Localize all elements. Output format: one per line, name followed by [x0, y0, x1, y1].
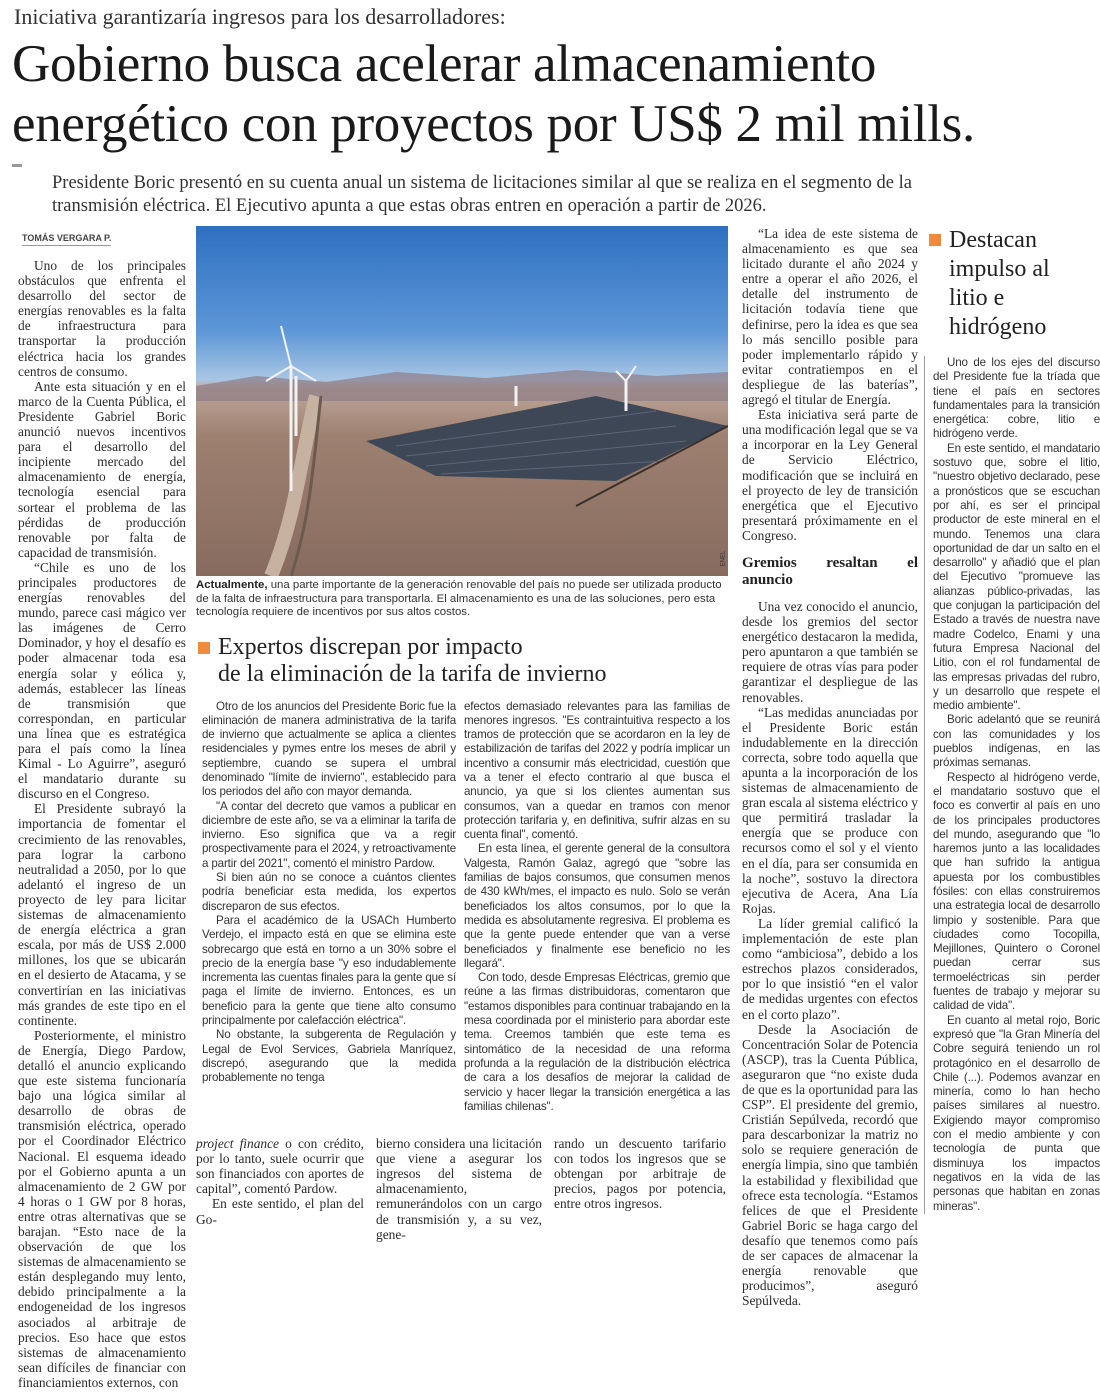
- paragraph: Boric adelantó que se reunirá con las comunidades y los pueblos indígenas, en las próximas semanas.: [933, 713, 1100, 770]
- paragraph: La líder gremial calificó la implementación de este plan como “ambiciosa”, debido a los estrechos plazos considerados, por lo que insistió “en el valor de medidas urgentes con efectos en el corto plazo”.: [742, 915, 918, 1022]
- paragraph: Uno de los principales obstáculos que enfrenta el desarrollo del sector de energías renovables es la falta de infraestructura para transportar la producción eléctrica hacia los grandes centros de consumo.: [18, 258, 186, 379]
- deck-row: [12, 162, 1088, 218]
- paragraph: “Chile es uno de los principales productores de energías renovables del mundo, parece casi mágico ver las imágenes de Cerro Dominador, y hoy el desafío es poder almacenar toda esa energía solar y eólica y, además, establecer las líneas de transmisión que correspondan, en particular una línea que es estratégica para el país como la línea Kimal - Lo Aguirre”, aseguró el mandatario durante su discurso en el Congreso.: [18, 559, 186, 802]
- article-body: [0, 218, 1100, 1400]
- paragraph: Desde la Asociación de Concentración Solar de Potencia (ASCP), tras la Cuenta Pública, aseguraron que “no existe duda de que es la oportunidad para las CSP”. El presidente del gremio, Cristián Sepúlveda, recordó que para descarbonizar la matriz no solo se requiere generación de energía limpia, sino que también la estabilidad y flexibilidad que ofrece esta tecnología. “Estamos felices de que el Presidente Gabriel Boric se haga cargo del desafío que tenemos como país de ser capaces de almacenar la energía renovable que producimos”, aseguró Sepúlveda.: [742, 1021, 918, 1309]
- sidebar-title-text: Destacan impulso al litio e hidrógeno: [949, 227, 1050, 340]
- sidebar-title: [924, 226, 1100, 342]
- caption-text: una parte importante de la generación renovable del país no puede ser utilizada producto de la falta de infraestructura para transportarla. El almacenamiento es una de las soluciones, pero esta tecnología requiere de incentivos por sus altos costos.: [196, 579, 722, 618]
- left-column: [18, 226, 186, 1390]
- photo-illustration: [196, 226, 728, 576]
- paragraph: Ante esta situación y en el marco de la Cuenta Pública, el Presidente Gabriel Boric anunció nuevos incentivos para el desarrollo del incipiente mercado del almacenamiento de energía, tecnología esencial para sortear el problema de las pérdidas de producción renovable por falta de capacidad de transmisión.: [18, 378, 186, 560]
- paragraph: Si bien aún no se conoce a cuántos clientes podría beneficiar esta medida, los expertos discreparon de sus efectos.: [202, 871, 456, 913]
- title-line: Expertos discrepan por impacto: [218, 633, 523, 660]
- middle-column: [196, 226, 730, 1242]
- paragraph: Posteriormente, el ministro de Energía, Diego Pardow, detalló el anuncio explicando que este sistema funcionaría bajo una lógica similar al desarrollo de obras de transmisión eléctrica, operado por el Coordinador Eléctrico Nacional. El esquema ideado por el Gobierno apunta a un almacenamiento de 2 GW por 4 horas o 1 GW por 8 horas, entre otras alternativas que se barajan. “Esto nace de la observación de que los sistemas de almacenamiento se están desplegando muy lento, debido principalmente a la endogeneidad de los ingresos asociados al arbitraje de precios. Eso hace que estos sistemas de almacenamiento sean difíciles de financiar con financiamientos externos, con: [18, 1027, 186, 1390]
- paragraph: "A contar del decreto que vamos a publicar en diciembre de este año, se va a eliminar la tarifa de invierno. Eso significa que va a regir prospectivamente para el 2024, y retroactivamente a partir del 2021", comentó el ministro Pardow.: [202, 799, 456, 870]
- paragraph: Esta iniciativa será parte de una modificación legal que se va a incorporar en la Ley General de Servicio Eléctrico, modificación que se incluirá en el proyecto de ley de transición energética que el Ejecutivo presentará próximamente en el Congreso.: [742, 407, 918, 543]
- orange-square-icon: [198, 642, 210, 654]
- paragraph: No obstante, la subgerenta de Regulación y Legal de Evol Services, Gabriela Manríquez, discrepó, asegurando que la medida probablemente no tenga: [202, 1028, 456, 1085]
- article-column-3: [742, 226, 918, 1308]
- deck: Presidente Boric presentó en su cuenta anual un sistema de licitaciones similar al que se realiza en el segmento de la transmisión eléctrica. El Ejecutivo apunta a que estas obras entren en operación a partir de 2026.: [52, 173, 912, 216]
- byline: TOMÁS VERGARA P.: [22, 233, 111, 246]
- paragraph: Una vez conocido el anuncio, desde los gremios del sector energético destacaron la medida, pero apuntaron a que también se requiere de otras vías para poder garantizar el despliegue de las renovables.: [742, 598, 918, 705]
- photo-credit: ENEL: [720, 550, 727, 567]
- title-line: de la eliminación de la tarifa de invierno: [218, 660, 607, 687]
- headline: Gobierno busca acelerar almacenamiento energético con proyectos por US$ 2 mil mills.: [12, 35, 975, 153]
- experts-column-b: [464, 700, 730, 1115]
- paragraph: [196, 1136, 364, 1196]
- kicker: Iniciativa garantizaría ingresos para los desarrolladores:: [14, 4, 506, 29]
- paragraph: rando un descuento tarifario con todos los ingresos que se obtengan por arbitraje de precios, pagos por potencia, entre otros ingresos.: [554, 1136, 726, 1212]
- paragraph: “Las medidas anunciadas por el Presidente Boric están indudablemente en la dirección correcta, sobre todo aquella que apunta a la incorporación de los sistemas de almacenamiento de gran escala al sistema eléctrico y que permitirá trasladar la energía que se produce con recursos como el sol y el viento en el día, para ser consumida en la noche”, sostuvo la directora ejecutiva de Acera, Ana Lía Rojas.: [742, 704, 918, 916]
- subheading: Gremios resaltan el anuncio: [742, 554, 918, 588]
- experts-columns: [196, 700, 730, 1115]
- paragraph: Respecto al hidrógeno verde, el mandatario sostuvo que el foco es convertir al país en uno de los principales productores del mundo, asegurando que "lo haremos junto a las localidades que han sufrido la antigua apuesta por los combustibles fósiles: con ellas construiremos una estrategia local de desarrollo limpio y sostenible. Para que ciudades como Tocopilla, Mejillones, Quintero o Coronel puedan cerrar sus termoeléctricas sin perder fuentes de trabajo y mejorar su calidad de vida".: [933, 770, 1100, 1013]
- experts-section-title: [198, 634, 730, 688]
- paragraph: Uno de los ejes del discurso del Presidente fue la tríada que tiene el país en sectores fundamentales para la transición energética: cobre, litio e hidrógeno verde.: [933, 356, 1100, 441]
- article-header: [0, 0, 1100, 218]
- paragraph: efectos demasiado relevantes para las familias de menores ingresos. "Es contraintuitiva respecto a los tramos de protección que se acordaron en la ley de estabilización de tarifas del 2022 y podría implicar un incentivo a consumir más electricidad, cuestión que va a tener el efecto contrario al que busca el anuncio, ya que si los clientes aumentan sus consumos, van a quedar en tramos con menor protección tarifaria y, en definitiva, sufrir alzas en su cuenta final", comentó.: [464, 699, 730, 842]
- paragraph: “La idea de este sistema de almacenamiento es que sea licitado durante el año 2024 y entre a operar el año 2026, el detalle del instrumento de licitación todavía tiene que definirse, pero la idea es que sea lo más sencillo posible para poder implementarlo rápido y evitar contratiempos en el despliegue de las baterías”, agregó el titular de Energía.: [742, 226, 918, 408]
- sidebar: [924, 226, 1100, 1214]
- paragraph: bierno considera una licitación que viene a asegurar los ingresos del sistema de almacenamiento, remunerándolos con un cargo de transmisión y, a su vez, gene-: [376, 1136, 542, 1242]
- paragraph: Otro de los anuncios del Presidente Boric fue la eliminación de manera administrativa de la tarifa de invierno que actualmente se aplica a clientes residenciales y pymes entre los meses de abril y septiembre, cuando se supera el umbral denominado "límite de invierno", establecido para los periodos del año con mayor demanda.: [202, 699, 456, 799]
- caption-lead: Actualmente,: [196, 579, 268, 591]
- paragraph: En este sentido, el plan del Go-: [196, 1196, 364, 1227]
- sidebar-column: [924, 356, 1100, 1214]
- italic-term: project finance: [196, 1136, 279, 1152]
- orange-square-icon: [929, 234, 941, 246]
- photo-caption: [196, 579, 730, 620]
- experts-column-a: [202, 700, 456, 1115]
- paragraph: Para el académico de la USACh Humberto Verdejo, el impacto está en que se elimina este sobrecargo que está en torno a un 30% sobre el precio de la energía base "y eso indudablemente incrementa las cuentas finales para la gente que sí paga el límite de invierno. Entonces, es un beneficio para la gente que tiene alto consumo principalmente por calefacción eléctrica".: [202, 913, 457, 1028]
- solar-farm-photo: [196, 226, 728, 576]
- paragraph: Con todo, desde Empresas Eléctricas, gremio que reúne a las firmas distribuidoras, comentaron que "estamos disponibles para continuar trabajando en la mesa coordinada por el ministerio para abordar este tema. Creemos también que este tema es sintomático de la necesidad de una reforma profunda a la regulación de la distribución eléctrica de cara a los desafíos de mejorar la calidad de servicio y hacer llegar la transición energética a las familias chilenas".: [464, 971, 730, 1113]
- paragraph: En este sentido, el mandatario sostuvo que, sobre el litio, "nuestro objetivo declarado, pese a pronósticos que se escuchan por ahí, es ser el principal productor de este mineral en el mundo. Tenemos una clara oportunidad de dar un salto en el desarrollo" y añadió que el plan del Ejecutivo "promueve las alianzas público-privadas, las que conjugan la participación del Estado a través de nuestra nave madre Codelco, Enami y una futura Empresa Nacional del Litio, con el rol fundamental de las empresas privadas del rubro, y un desarrollo que respete el medio ambiente".: [933, 441, 1100, 713]
- text: o con crédito, por lo tanto, suele ocurrir que son financiados con aportes de capital”, comentó Pardow.: [196, 1136, 364, 1197]
- article-column-1: [18, 258, 186, 1390]
- paragraph: En cuanto al metal rojo, Boric expresó que "la Gran Minería del Cobre seguirá teniendo un rol protagónico en el desarrollo de Chile (...). Podemos avanzar en minería, como lo han hecho países similares al nuestro. Exigiendo mayor compromiso con el medio ambiente y con tecnología de punta que disminuya los impactos negativos en la vida de las personas que habitan en zonas mineras".: [933, 1013, 1100, 1213]
- paragraph: En esta línea, el gerente general de la consultora Valgesta, Ramón Galaz, agregó que "sobre las familias de bajos consumos, que consumen menos de 430 kWh/mes, el impacto es nulo. Solo se verán beneficiados los altos consumos, por lo que la medida es absolutamente regresiva. El problema es que la gente puede entender que van a verse beneficiados y finalmente ese beneficio no les llegará".: [464, 842, 730, 970]
- deck-divider: [12, 164, 22, 167]
- paragraph: El Presidente subrayó la importancia de fomentar el crecimiento de las renovables, para lograr la carbono neutralidad a 2050, por lo que adelantó el ingreso de un proyecto de ley para licitar sistemas de almacenamiento de energía eléctrica a gran escala, por más de US$ 2.000 millones, los que se ubicarán en el desierto de Atacama, y se convertirían en las iniciativas más grandes de este tipo en el continente.: [18, 801, 186, 1028]
